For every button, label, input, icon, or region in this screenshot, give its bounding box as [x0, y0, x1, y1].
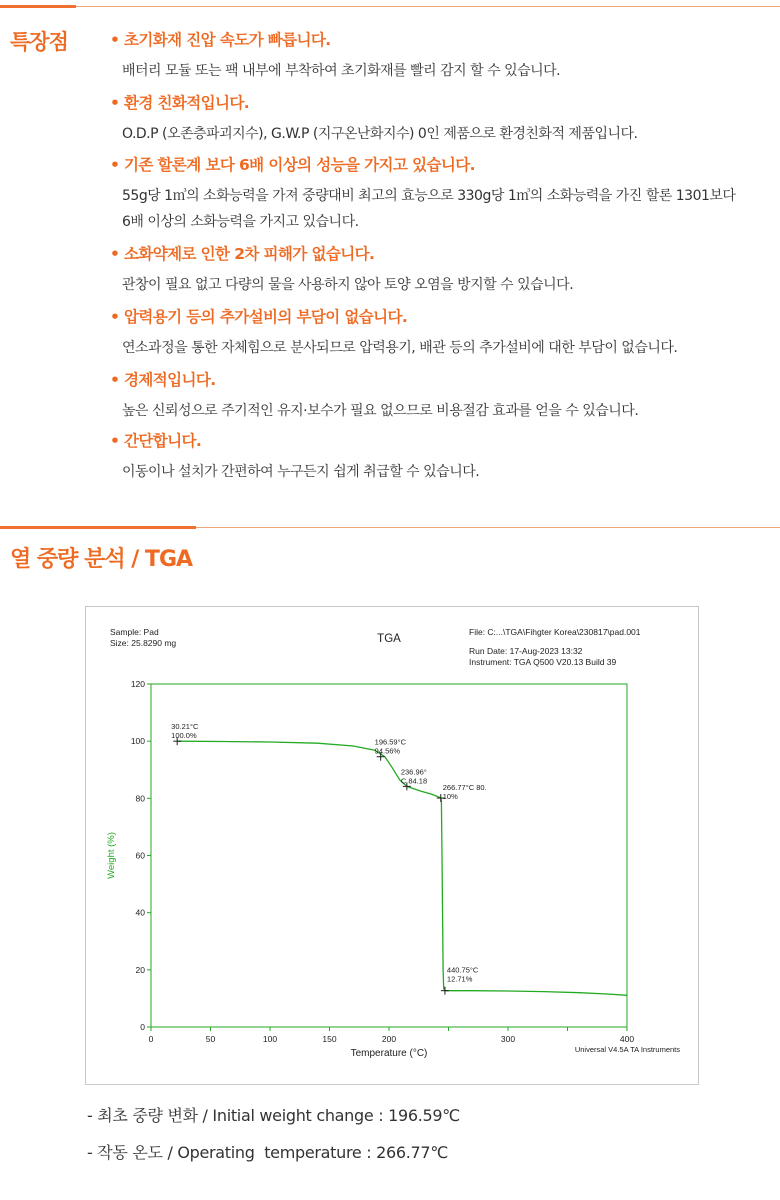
x-tick-label: 300	[500, 1034, 516, 1044]
section-divider-accent	[0, 526, 196, 529]
chart-sample-info: Sample: Pad	[110, 627, 159, 637]
chart-title: TGA	[377, 633, 401, 645]
annotation-label: 196.59°C	[374, 737, 407, 747]
annotation-label: 10%	[442, 792, 458, 802]
feature-item	[110, 368, 638, 424]
tga-chart-svg	[86, 607, 698, 1084]
x-tick-label: 50	[205, 1034, 216, 1044]
y-tick-label: 60	[135, 850, 145, 861]
chart-file-info: File: C:...\TGA\Fihgter Korea\230817\pad.001	[469, 627, 641, 637]
bullet-icon: •	[110, 245, 120, 263]
annotation-label: 94.56%	[374, 746, 401, 756]
feature-item	[110, 91, 638, 147]
summary-line: - 작동 온도 / Operating temperature : 266.77℃	[87, 1143, 448, 1162]
top-divider	[0, 6, 780, 7]
y-tick-label: 40	[135, 907, 145, 918]
features-heading: 특장점	[10, 30, 68, 54]
annotation-label: C 84.18	[400, 776, 428, 786]
bullet-icon: •	[110, 308, 120, 326]
feature-title: • 압력용기 등의 추가설비의 부담이 없습니다.	[110, 308, 408, 326]
feature-description: 관창이 필요 없고 다량의 물을 사용하지 않아 토양 오염을 방지할 수 있습니다.	[122, 277, 574, 293]
annotation-label: 236.96°	[400, 767, 427, 777]
feature-title: • 간단합니다.	[110, 432, 202, 450]
chart-sample-info: Size: 25.8290 mg	[110, 638, 177, 648]
feature-title: • 소화약제로 인한 2차 피해가 없습니다.	[110, 245, 375, 263]
annotation-label: 30.21°C	[171, 722, 199, 732]
bullet-icon: •	[110, 156, 120, 174]
top-divider-accent	[0, 5, 76, 8]
tga-heading: 열 중량 분석 / TGA	[10, 547, 193, 572]
chart-footer: Universal V4.5A TA Instruments	[574, 1045, 680, 1054]
feature-item	[110, 305, 677, 361]
feature-title: • 경제적입니다.	[110, 371, 216, 389]
feature-title: • 초기화재 진압 속도가 빠릅니다.	[110, 31, 331, 49]
bullet-icon: •	[110, 94, 120, 112]
tga-chart	[85, 606, 699, 1085]
feature-title: • 환경 친화적입니다.	[110, 94, 250, 112]
feature-description: 배터리 모듈 또는 팩 내부에 부착하여 초기화재를 빨리 감지 할 수 있습니다.	[122, 63, 561, 79]
feature-item	[110, 153, 735, 235]
x-tick-label: 400	[619, 1034, 635, 1044]
chart-file-info: Instrument: TGA Q500 V20.13 Build 39	[469, 657, 617, 667]
annotation-label: 100.0%	[171, 731, 197, 741]
bullet-icon: •	[110, 31, 120, 49]
y-tick-label: 20	[135, 964, 145, 975]
y-tick-label: 0	[140, 1022, 145, 1032]
y-tick-label: 100	[130, 736, 145, 747]
x-tick-label: 100	[262, 1034, 278, 1044]
feature-description: 높은 신뢰성으로 주기적인 유지·보수가 필요 없으므로 비용절감 효과를 얻을 수 있습니다.	[122, 403, 639, 419]
x-tick-label: 150	[322, 1034, 337, 1044]
feature-item	[110, 429, 479, 485]
feature-description: 연소과정을 통한 자체힘으로 분사되므로 압력용기, 배관 등의 추가설비에 대한 부담이 없습니다.	[122, 340, 678, 356]
annotation-label: 266.77°C 80.	[442, 783, 487, 793]
feature-description: 55g당 1㎥의 소화능력을 가져 중량대비 최고의 효능으로 330g당 1㎥의 소화능력을 가진 할론 1301보다 6배 이상의 소화능력을 가지고 있습니다.	[122, 188, 736, 230]
x-axis-label: Temperature (°C)	[350, 1048, 428, 1059]
annotation-label: 440.75°C	[446, 965, 479, 975]
y-axis-label: Weight (%)	[106, 832, 117, 879]
feature-title: • 기존 할론계 보다 6배 이상의 성능을 가지고 있습니다.	[110, 156, 475, 174]
summary-line: - 최초 중량 변화 / Initial weight change : 196.59℃	[87, 1106, 460, 1125]
x-tick-label: 200	[381, 1034, 397, 1044]
feature-item	[110, 28, 560, 84]
bullet-icon: •	[110, 371, 120, 389]
y-tick-label: 80	[135, 793, 145, 804]
feature-description: 이동이나 설치가 간편하여 누구든지 쉽게 취급할 수 있습니다.	[122, 464, 480, 480]
feature-item	[110, 242, 573, 298]
y-tick-label: 120	[130, 679, 145, 689]
chart-file-info: Run Date: 17-Aug-2023 13:32	[469, 646, 583, 656]
x-tick-label: 0	[148, 1034, 154, 1044]
feature-description: O.D.P (오존층파괴지수), G.W.P (지구온난화지수) 0인 제품으로 환경친화적 제품입니다.	[122, 126, 638, 142]
plot-frame	[151, 684, 627, 1027]
annotation-label: 12.71%	[446, 974, 473, 984]
bullet-icon: •	[110, 432, 120, 450]
